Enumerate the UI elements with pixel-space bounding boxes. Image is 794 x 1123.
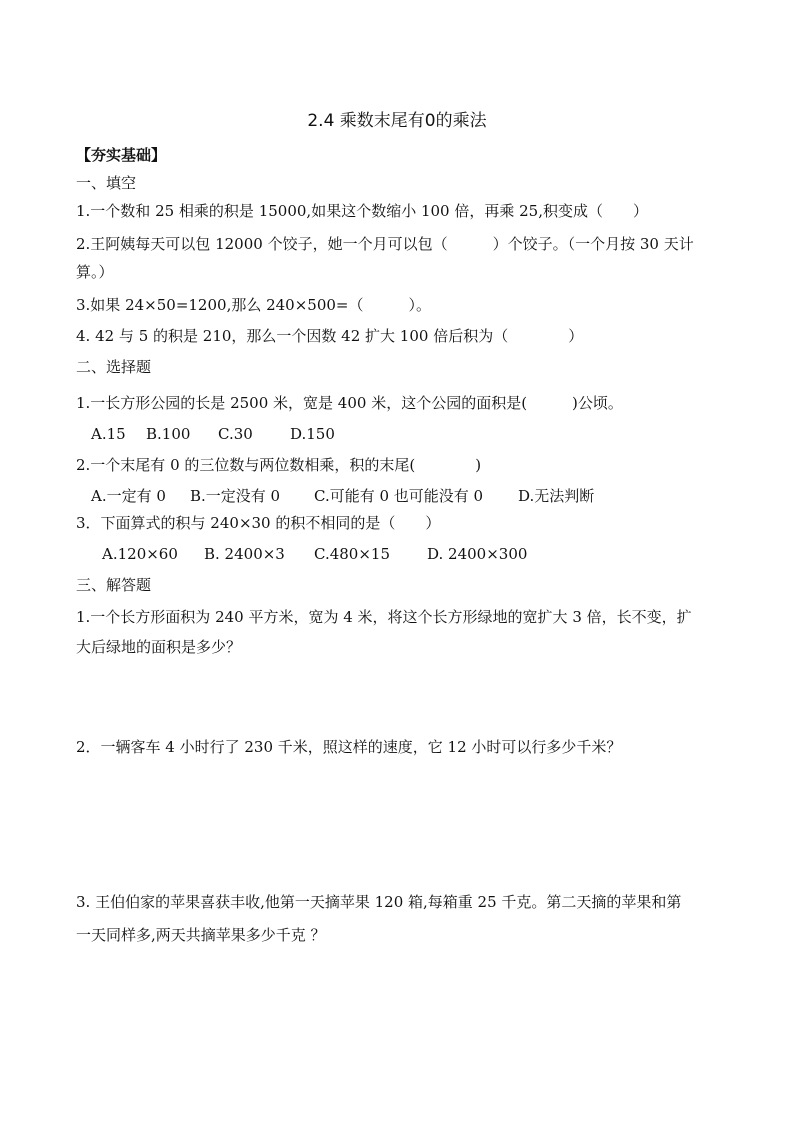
q2-option-a: A.一定有 0 xyxy=(91,487,166,505)
part1-question-4: 4. 42 与 5 的积是 210，那么一个因数 42 扩大 100 倍后积为（ ） xyxy=(76,327,584,345)
q2-option-d: D.无法判断 xyxy=(518,487,595,505)
part1-question-1: 1.一个数和 25 相乘的积是 15000,如果这个数缩小 100 倍，再乘 25,积变成（ ） xyxy=(76,202,648,220)
q3-option-c: C.480×15 xyxy=(314,545,390,563)
section-tag: 【夯实基础】 xyxy=(76,146,167,164)
part1-question-2-line1: 2.王阿姨每天可以包 12000 个饺子，她一个月可以包（ ）个饺子。（一个月按 30 天计 xyxy=(76,235,694,253)
q1-option-d: D.150 xyxy=(290,425,335,443)
part3-question-1-line1: 1.一个长方形面积为 240 平方米，宽为 4 米，将这个长方形绿地的宽扩大 3 倍，长不变，扩 xyxy=(76,608,692,626)
part3-question-3-line1: 3. 王伯伯家的苹果喜获丰收,他第一天摘苹果 120 箱,每箱重 25 千克。第二天摘的苹果和第 xyxy=(76,893,682,911)
part2-heading: 二、选择题 xyxy=(76,358,152,376)
part3-question-2: 2．一辆客车 4 小时行了 230 千米，照这样的速度，它 12 小时可以行多少千米？ xyxy=(76,738,622,756)
q2-option-c: C.可能有 0 也可能没有 0 xyxy=(314,487,484,505)
q1-option-b: B.100 xyxy=(146,425,191,443)
part2-question-3: 3．下面算式的积与 240×30 的积不相同的是（ ） xyxy=(76,514,441,532)
part1-question-3: 3.如果 24×50=1200,那么 240×500=（ ）。 xyxy=(76,296,431,314)
q3-option-d: D. 2400×300 xyxy=(427,545,528,563)
part1-question-2-line2: 算。） xyxy=(76,263,114,281)
q2-option-b: B.一定没有 0 xyxy=(190,487,281,505)
q1-option-a: A.15 xyxy=(91,425,126,443)
part3-heading: 三、解答题 xyxy=(76,576,152,594)
q3-option-a: A.120×60 xyxy=(102,545,178,563)
part3-question-1-line2: 大后绿地的面积是多少？ xyxy=(76,638,242,656)
q1-option-c: C.30 xyxy=(218,425,253,443)
page-title: 2.4 乘数末尾有0的乘法 xyxy=(307,111,487,131)
q3-option-b: B. 2400×3 xyxy=(204,545,285,563)
part2-question-2: 2.一个末尾有 0 的三位数与两位数相乘，积的末尾( ) xyxy=(76,456,482,474)
part3-question-3-line2: 一天同样多,两天共摘苹果多少千克 ？ xyxy=(76,926,326,944)
part1-heading: 一、填空 xyxy=(76,174,137,192)
part2-question-1: 1.一长方形公园的长是 2500 米，宽是 400 米，这个公园的面积是( )公顷。 xyxy=(76,394,623,412)
